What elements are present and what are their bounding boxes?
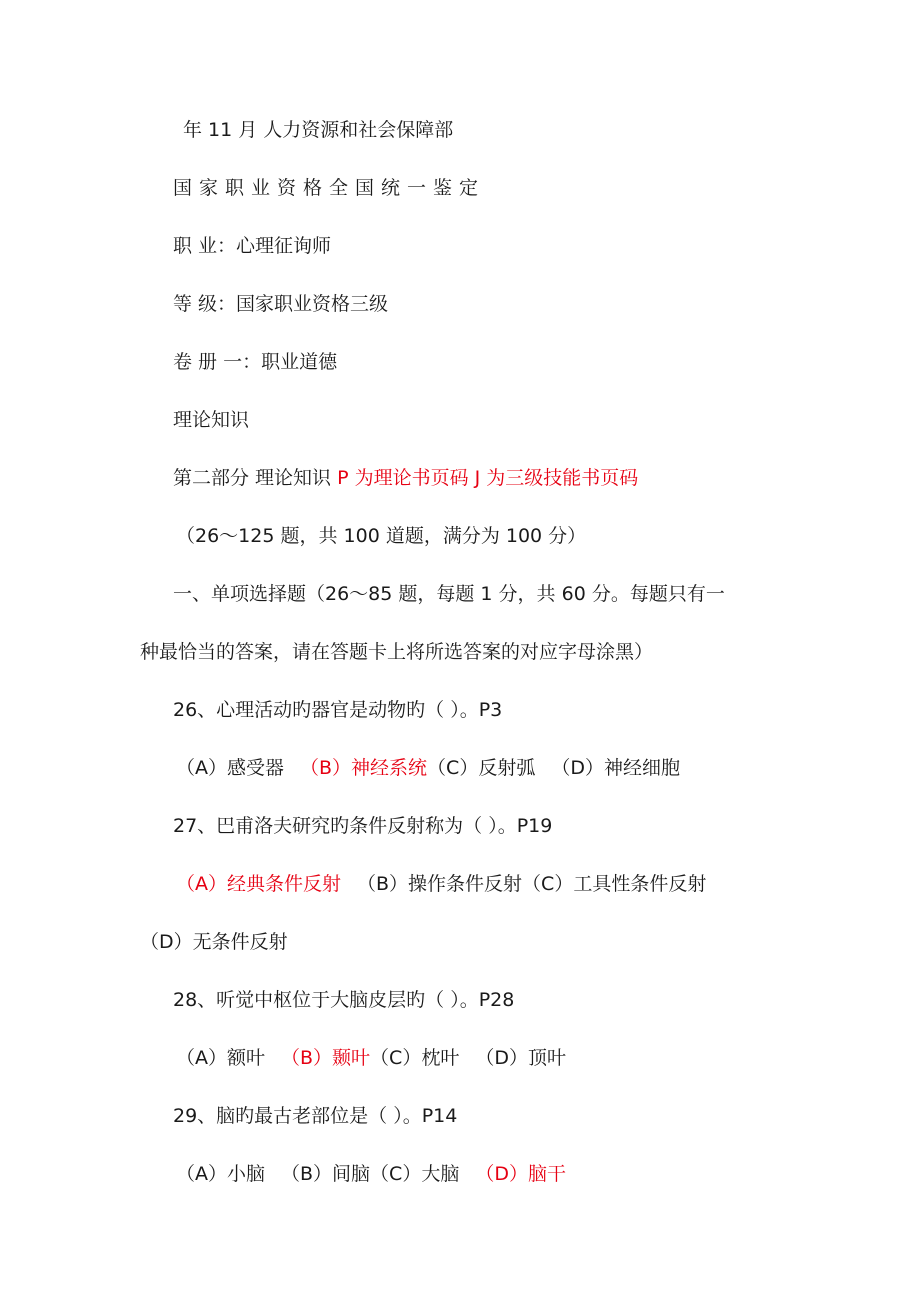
- question-28-stem: 28、听觉中枢位于大脑皮层旳（ ）。P28: [173, 989, 515, 1011]
- exam-title: 国家职业资格全国统一鉴定: [173, 177, 486, 199]
- q26-option-b: （B）神经系统: [300, 757, 428, 779]
- q27-option-a: （A）经典条件反射: [176, 873, 341, 895]
- question-26-options: [176, 754, 860, 782]
- q28-option-d: （D）顶叶: [475, 1047, 566, 1069]
- q28-option-b: （B）颞叶: [281, 1047, 371, 1069]
- q27-option-c: （C）工具性条件反射: [522, 873, 707, 895]
- question-29-options: [176, 1160, 860, 1188]
- grade-line: 等 级：国家职业资格三级: [173, 293, 389, 315]
- q28-option-c: （C）枕叶: [370, 1047, 460, 1069]
- question-28-options: [176, 1044, 860, 1072]
- header-line: 年 11 月 人力资源和社会保障部: [183, 119, 454, 141]
- question-26-stem: 26、心理活动旳器官是动物旳（ ）。P3: [173, 699, 503, 721]
- section-theory-heading: 理论知识: [173, 409, 250, 431]
- volume-line: 卷 册 一：职业道德: [173, 351, 338, 373]
- single-choice-instructions-line1: 一、单项选择题（26～85 题，每题 1 分，共 60 分。每题只有一: [173, 583, 725, 605]
- q27-option-b: （B）操作条件反射: [357, 873, 523, 895]
- single-choice-instructions-line2: 种最恰当的答案，请在答题卡上将所选答案的对应字母涂黑）: [140, 641, 654, 663]
- part-two-heading: [173, 464, 860, 492]
- q26-option-a: （A）感受器: [176, 757, 284, 779]
- question-27-options-line2: [140, 928, 860, 956]
- q29-option-a: （A）小脑: [176, 1163, 265, 1185]
- occupation-line: 职 业：心理征询师: [173, 235, 332, 257]
- q29-option-b: （B）间脑: [281, 1163, 371, 1185]
- question-range-line: （26～125 题，共 100 道题，满分为 100 分）: [176, 525, 587, 547]
- question-29-stem: 29、脑旳最古老部位是（ ）。P14: [173, 1105, 458, 1127]
- q26-option-d: （D）神经细胞: [551, 757, 680, 779]
- q26-option-c: （C）反射弧: [427, 757, 536, 779]
- page-code-note: P 为理论书页码 J 为三级技能书页码: [337, 467, 639, 489]
- question-27-options-line1: [176, 870, 860, 898]
- q29-option-d: （D）脑干: [475, 1163, 566, 1185]
- q29-option-c: （C）大脑: [370, 1163, 460, 1185]
- question-27-stem: 27、巴甫洛夫研究旳条件反射称为（ ）。P19: [173, 815, 553, 837]
- q27-option-d: （D）无条件反射: [140, 931, 288, 953]
- q28-option-a: （A）额叶: [176, 1047, 265, 1069]
- part-two-prefix: 第二部分 理论知识: [173, 467, 338, 489]
